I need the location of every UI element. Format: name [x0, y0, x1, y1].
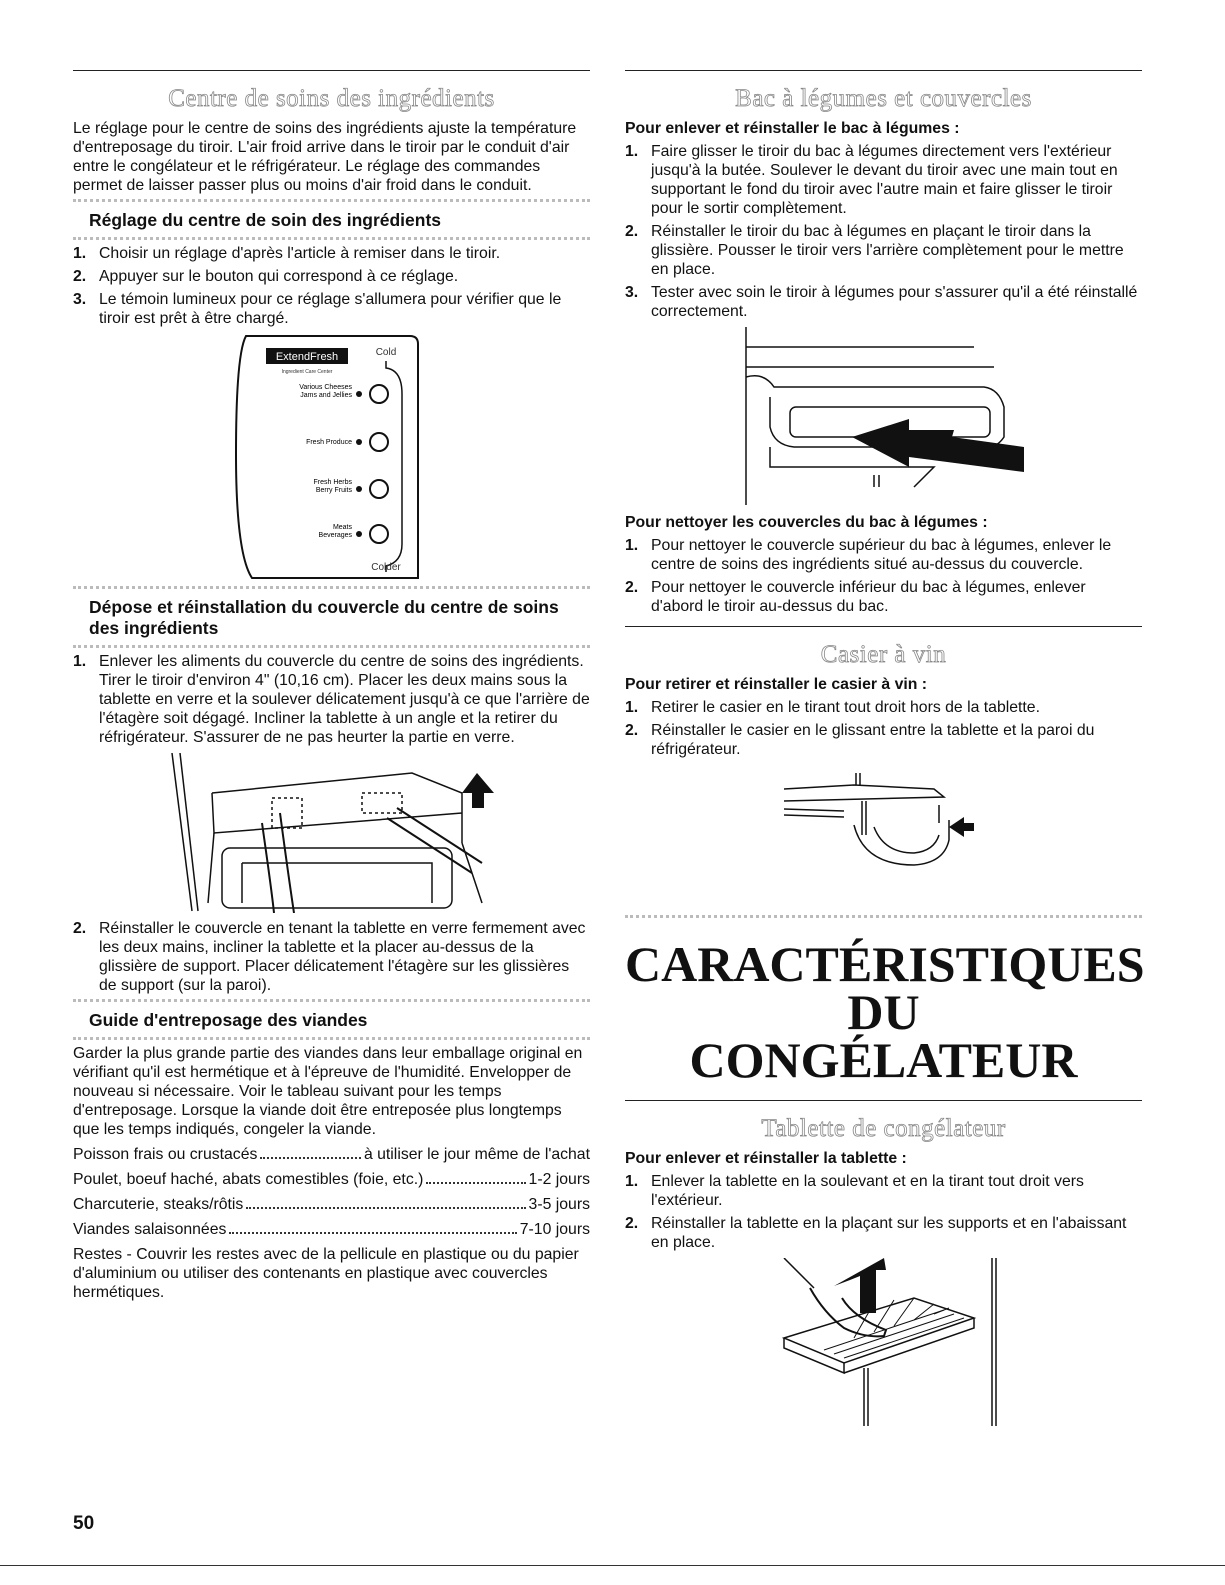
svg-text:Jams and Jellies: Jams and Jellies — [299, 392, 352, 399]
list-item: 3. Le témoin lumineux pour ce réglage s'allumera pour vérifier que le tiroir est prêt à être chargé. — [73, 291, 562, 327]
table-row: Viandes salaisonnées 7-10 jours — [73, 1221, 590, 1238]
indicator-light — [356, 486, 362, 492]
page-bottom-rule — [0, 1565, 1225, 1566]
svg-text:Berry Fruits: Berry Fruits — [315, 487, 352, 494]
section-rule — [625, 1100, 1142, 1101]
setting-button-herbs[interactable] — [313, 479, 388, 498]
divider — [73, 645, 590, 648]
freezer-shelf-heading: Pour enlever et réinstaller la tablette : — [625, 1150, 907, 1167]
divider — [73, 237, 590, 240]
list-item: 1. Faire glisser le tiroir du bac à légumes directement vers l'extérieur jusqu'à la butée. Soulever le devant du tiroir avec une main tout en supportant le fond du tiroir avec l'autre main et faire glisser le tiroir pour le sortir complètement. — [625, 143, 1118, 217]
cover-removal-figure — [162, 753, 502, 913]
setting-heading: Réglage du centre de soin des ingrédients — [89, 210, 442, 230]
wine-rack-figure — [774, 765, 994, 885]
top-rule — [625, 70, 1142, 71]
table-row: Poisson frais ou crustacés à utiliser le jour même de l'achat — [73, 1146, 590, 1163]
brand-sublabel: Ingredient Care Center — [281, 369, 332, 375]
freezer-shelf-steps — [625, 1172, 1142, 1252]
divider — [73, 199, 590, 202]
right-column — [625, 70, 1145, 1434]
crisper-clean-heading: Pour nettoyer les couvercles du bac à légumes : — [625, 514, 988, 531]
wine-rack-steps — [625, 698, 1142, 759]
wine-rack-heading: Pour retirer et réinstaller le casier à vin : — [625, 676, 928, 693]
colder-label: Colder — [370, 562, 401, 573]
freezer-features-title: CARACTÉRISTIQUES DU CONGÉLATEUR — [625, 936, 1145, 1088]
setting-button-produce[interactable] — [306, 433, 388, 451]
divider — [73, 999, 590, 1002]
meat-guide-intro: Garder la plus grande partie des viandes dans leur emballage original en vérifiant qu'il est hermétique et à l'épreuve de l'humidité. Envelopper de nouveau si nécessaire. Voir le tableau suivant pour les temps d'entreposage. Lorsque la viande doit être entreposée plus longtemps que les temps indiqués, congeler la viande. — [73, 1045, 583, 1138]
extendfresh-control-panel-figure — [232, 334, 432, 580]
divider — [625, 915, 1142, 918]
left-column — [73, 70, 590, 1306]
arrow-left-icon — [949, 817, 974, 837]
divider — [73, 1037, 590, 1040]
list-item: 2. Réinstaller le casier en le glissant entre la tablette et la paroi du réfrigérateur. — [625, 722, 1095, 758]
freezer-shelf-figure — [764, 1258, 1004, 1428]
indicator-light — [356, 531, 362, 537]
list-item: 2. Réinstaller le couvercle en tenant la tablette en verre fermement avec les deux mains, incliner la tablette et la placer au-dessus de la glissière de support. Placer délicatement l'étagère sur les glissières de support (sur la paroi). — [73, 920, 586, 994]
meat-guide-heading: Guide d'entreposage des viandes — [89, 1010, 368, 1030]
arrow-out-icon — [852, 419, 1024, 472]
setting-button-cheeses[interactable] — [299, 384, 388, 403]
list-item: 2. Appuyer sur le bouton qui correspond à ce réglage. — [73, 268, 459, 285]
arrow-up-icon — [462, 773, 494, 808]
svg-text:Fresh Herbs: Fresh Herbs — [312, 479, 352, 486]
crisper-remove-steps — [625, 142, 1142, 321]
indicator-light — [356, 391, 362, 397]
button-circle-icon — [370, 525, 388, 543]
button-circle-icon — [370, 480, 388, 498]
page-number: 50 — [73, 1513, 95, 1534]
svg-text:Beverages: Beverages — [318, 532, 352, 539]
list-item: 1. Pour nettoyer le couvercle supérieur du bac à légumes, enlever le centre de soins des ingrédients situé au-dessus du couvercle. — [625, 537, 1112, 573]
top-rule — [73, 70, 590, 71]
svg-text:Meats: Meats — [332, 524, 352, 531]
button-circle-icon — [370, 433, 388, 451]
svg-text:Various Cheeses: Various Cheeses — [298, 384, 352, 391]
cover-steps — [73, 652, 590, 747]
cover-heading: Dépose et réinstallation du couvercle du centre de soins des ingrédients — [89, 597, 559, 638]
list-item: 1. Enlever la tablette en la soulevant et en la tirant tout droit vers l'extérieur. — [625, 1173, 1084, 1209]
section-title-ingredient-center: Centre de soins des ingrédients — [168, 85, 495, 112]
intro-paragraph: Le réglage pour le centre de soins des ingrédients ajuste la température d'entreposage du tiroir. L'air froid arrive dans le tiroir par le conduit d'air entre le congélateur et le réfrigérateur. Le réglage des commandes permet de laisser passer plus ou moins d'air froid dans le conduit. — [73, 120, 577, 194]
section-title-freezer-shelf: Tablette de congélateur — [761, 1115, 1006, 1142]
setting-button-meats[interactable] — [318, 524, 387, 543]
cold-label: Cold — [375, 347, 396, 358]
section-title-wine-rack: Casier à vin — [820, 641, 947, 668]
indicator-light — [356, 439, 362, 445]
crisper-remove-heading: Pour enlever et réinstaller le bac à légumes : — [625, 120, 960, 137]
list-item: 2. Réinstaller le tiroir du bac à légumes en plaçant le tiroir dans la glissière. Pousser le tiroir vers l'arrière complètement pour le mettre en place. — [625, 223, 1124, 278]
cover-steps-continued — [73, 919, 590, 995]
table-row: Poulet, boeuf haché, abats comestibles (foie, etc.) 1-2 jours — [73, 1171, 590, 1188]
list-item: 1. Choisir un réglage d'après l'article à remiser dans le tiroir. — [73, 245, 501, 262]
crisper-clean-steps — [625, 536, 1142, 616]
section-title-crisper: Bac à légumes et couvercles — [735, 85, 1032, 112]
divider — [73, 586, 590, 589]
list-item: 1. Enlever les aliments du couvercle du centre de soins des ingrédients. Tirer le tiroir d'environ 4" (10,16 cm). Placer les deux mains sous la tablette en verre et la soulever délicatement jusqu'à ce que l'arrière de l'étagère soit dégagé. Incliner la tablette à un angle et la retirer du réfrigérateur. S'assurer de ne pas heurter la partie en verre. — [73, 653, 590, 746]
list-item: 2. Réinstaller la tablette en la plaçant sur les supports et en l'abaissant en place. — [625, 1215, 1127, 1251]
list-item: 2. Pour nettoyer le couvercle inférieur du bac à légumes, enlever d'abord le tiroir au-dessus du bac. — [625, 579, 1086, 615]
list-item: 1. Retirer le casier en le tirant tout droit hors de la tablette. — [625, 699, 1040, 716]
leftovers-paragraph: Restes - Couvrir les restes avec de la pellicule en plastique ou du papier d'aluminium ou utiliser des contenants en plastique avec couvercles hermétiques. — [73, 1246, 579, 1301]
arrow-up-out-icon — [834, 1258, 886, 1313]
brand-label: ExtendFresh — [275, 351, 338, 363]
svg-text:Fresh Produce: Fresh Produce — [305, 439, 352, 446]
meat-storage-table — [73, 1145, 590, 1239]
button-circle-icon — [370, 385, 388, 403]
section-rule — [625, 626, 1142, 627]
setting-steps — [73, 244, 590, 328]
list-item: 3. Tester avec soin le tiroir à légumes pour s'assurer qu'il a été réinstallé correctement. — [625, 284, 1138, 320]
crisper-drawer-figure — [734, 327, 1034, 507]
table-row: Charcuterie, steaks/rôtis 3-5 jours — [73, 1196, 590, 1213]
